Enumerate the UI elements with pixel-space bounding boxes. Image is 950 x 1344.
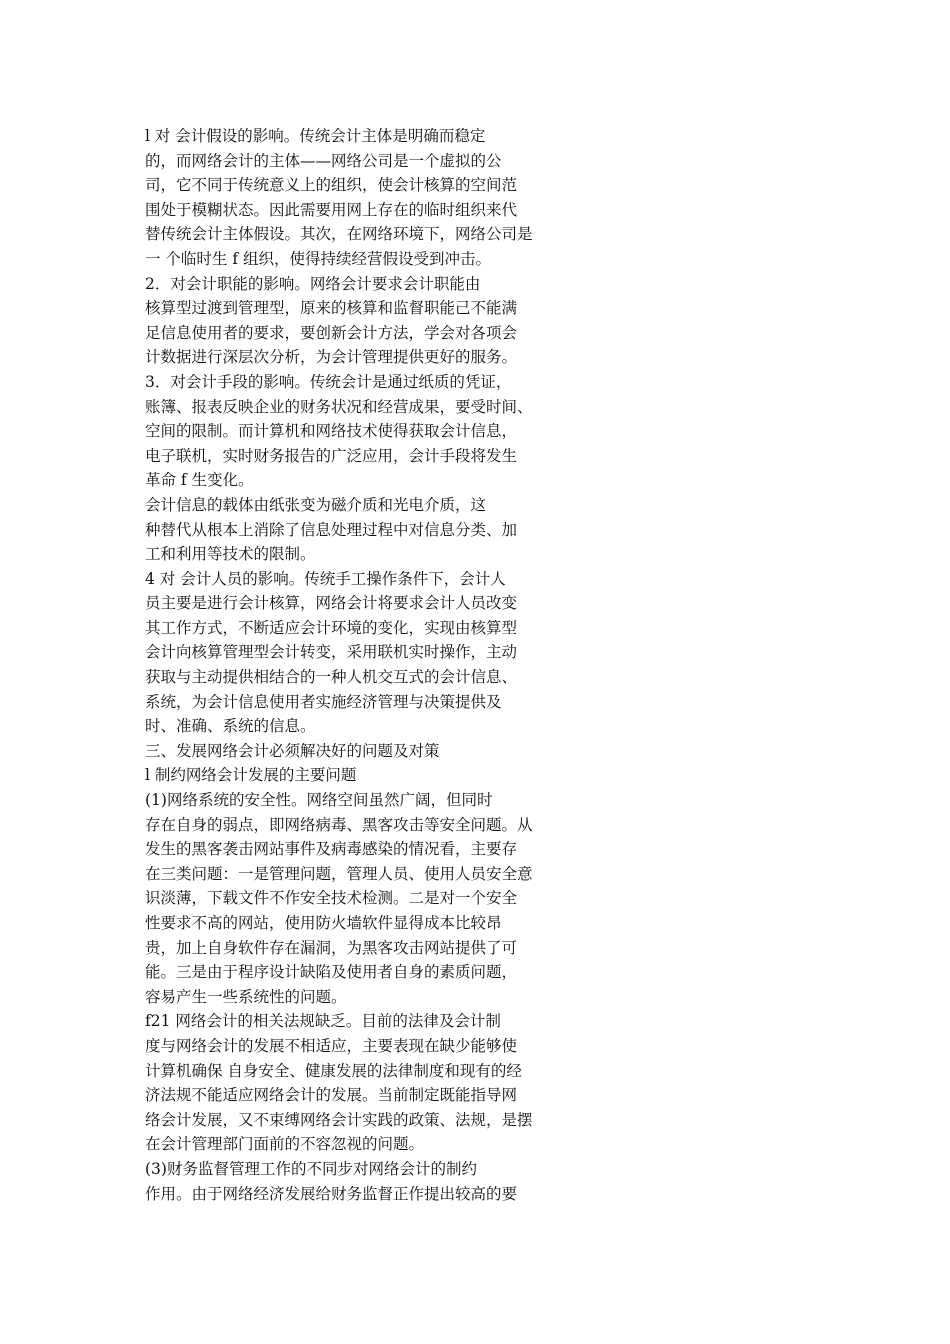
text-line: 度与网络会计的发展不相适应，主要表现在缺少能够使 <box>145 1036 518 1055</box>
text-line: 其工作方式，不断适应会计环境的变化，实现由核算型 <box>145 618 518 637</box>
text-line: 在会计管理部门面前的不容忽视的问题。 <box>145 1135 425 1154</box>
text-line: 发生的黑客袭击网站事件及病毒感染的情况看，主要存 <box>145 840 518 859</box>
text-line: 济法规不能适应网络会计的发展。当前制定既能指导网 <box>145 1086 518 1105</box>
text-line: 账簿、报表反映企业的财务状况和经营成果，要受时间、 <box>145 397 533 416</box>
text-line: 作用。由于网络经济发展给财务监督正作提出较高的要 <box>145 1184 518 1203</box>
text-line: 识淡薄，下载文件不作安全技术检测。二是对一个安全 <box>145 889 518 908</box>
text-line: 三、发展网络会计必须解决好的问题及对策 <box>145 741 440 760</box>
text-line: 工和利用等技术的限制。 <box>145 545 316 564</box>
text-line: 3．对会计手段的影响。传统会计是通过纸质的凭证， <box>145 372 512 391</box>
text-line: l 对 会计假设的影响。传统会计主体是明确而稳定 <box>145 127 486 145</box>
text-line: f21 网络会计的相关法规缺乏。目前的法律及会计制 <box>145 1012 501 1031</box>
text-line: 的，而网络会计的主体——网络公司是一个虚拟的公 <box>145 151 502 170</box>
text-line: 在三类问题：一是管理问题，管理人员、使用人员安全意 <box>145 864 533 883</box>
text-line: 性要求不高的网站，使用防火墙软件显得成本比较昂 <box>145 914 502 932</box>
text-line: 计算机确保 自身安全、健康发展的法律制度和现有的经 <box>145 1061 522 1080</box>
text-line: 能。三是由于程序设计缺陷及使用者自身的素质问题， <box>145 963 518 982</box>
text-line: 替传统会计主体假设。其次，在网络环境下，网络公司是 <box>145 225 533 244</box>
text-line: 2．对会计职能的影响。网络会计要求会计职能由 <box>145 274 481 293</box>
text-line: 种替代从根本上消除了信息处理过程中对信息分类、加 <box>145 520 518 539</box>
text-line: l 制约网络会计发展的主要问题 <box>145 766 357 785</box>
text-line: 时、准确、系统的信息。 <box>145 717 316 736</box>
text-line: (3)财务监督管理工作的不同步对网络会计的制约 <box>145 1159 477 1178</box>
text-line: 络会计发展，又不束缚网络会计实践的政策、法规，是摆 <box>145 1110 533 1129</box>
text-line: 会计向核算管理型会计转变，采用联机实时操作，主动 <box>145 643 518 662</box>
text-line: 获取与主动提供相结合的一种人机交互式的会计信息、 <box>145 668 518 687</box>
text-line: 司，它不同于传统意义上的组织，使会计核算的空间范 <box>145 176 518 195</box>
text-line: 会计信息的载体由纸张变为磁介质和光电介质，这 <box>145 495 487 514</box>
text-line: 员主要是进行会计核算，网络会计将要求会计人员改变 <box>145 594 518 613</box>
text-line: 计数据进行深层次分析，为会计管理提供更好的服务。 <box>145 348 518 367</box>
text-line: 系统，为会计信息使用者实施经济管理与决策提供及 <box>145 692 502 711</box>
text-line: 贵，加上自身软件存在漏洞，为黑客攻击网站提供了可 <box>145 938 518 957</box>
text-line: 围处于模糊状态。因此需要用网上存在的临时组织来代 <box>145 200 518 219</box>
text-line: 空间的限制。而计算机和网络技术使得获取会计信息， <box>145 422 518 441</box>
text-line: 存在自身的弱点，即网络病毒、黑客攻击等安全问题。从 <box>145 815 533 834</box>
text-line: 足信息使用者的要求，要创新会计方法，学会对各项会 <box>145 323 518 342</box>
text-line: 容易产生一些系统性的问题。 <box>145 987 347 1006</box>
text-line: 一 个临时生 f 组织，使得持续经营假设受到冲击。 <box>145 249 492 268</box>
text-line: 核算型过渡到管理型，原来的核算和监督职能己不能满 <box>145 299 518 318</box>
text-line: (1)网络系统的安全性。网络空间虽然广阔，但同时 <box>145 791 493 810</box>
text-line: 4 对 会计人员的影响。传统手工操作条件下，会计人 <box>145 569 506 588</box>
body-text <box>145 124 575 1206</box>
text-line: 革命 f 生变化。 <box>145 471 254 490</box>
text-line: 电子联机，实时财务报告的广泛应用，会计手段将发生 <box>145 446 518 465</box>
